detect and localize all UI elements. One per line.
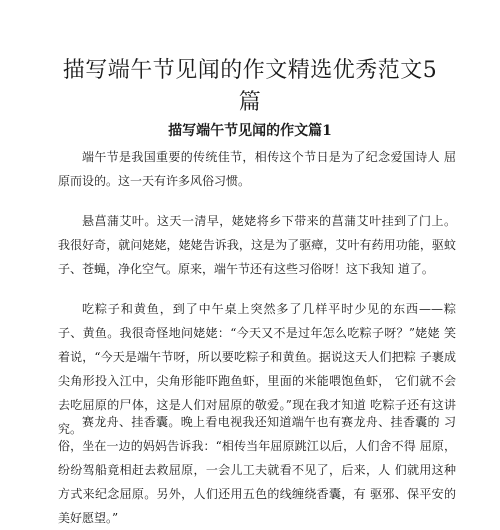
paragraph-calamus-mugwort: 悬菖蒲艾叶。这天一清早，姥姥将乡下带来的菖蒲艾叶挂到了门上。 我很好奇，就问姥姥，姥姥告诉我，这是为了驱瘴，艾叶有药用功能，驱蚊子、苍蝇，净化空气。原来，端午节还有这些习俗呀！这下我知 道了。 [58, 214, 456, 276]
section-subtitle: 描写端午节见闻的作文篇1 [168, 123, 332, 139]
paragraph-dragon-boat-sachet: 赛龙舟、挂香囊。晚上看电视我还知道端午也有赛龙舟、挂香囊的 习俗，坐在一边的妈妈告诉我：“相传当年屈原跳江以后，人们舍不得 屈原，纷纷驾船竟相赶去救屈原，一会儿工夫就看不见了，后来，人 们就用这种方式来纪念屈原。另外，人们还用五色的线缠绕香囊，有 驱邪、保平安的美好愿望。” [58, 415, 456, 525]
paragraph-intro: 端午节是我国重要的传统佳节，相传这个节日是为了纪念爱国诗人 屈原而设的。这一天有许多风俗习惯。 [58, 150, 456, 188]
document-title: 描写端午节见闻的作文精选优秀范文5篇 [62, 58, 438, 115]
paragraph-zongzi-yellow-croaker: 吃粽子和黄鱼，到了中午桌上突然多了几样平时少见的东西——粽 子、黄鱼。我很奇怪地问姥姥：“今天又不是过年怎么吃粽子呀？”姥姥 笑着说，“今天是端午节呀，所以要吃粽子和黄鱼。据说这天人们把粽 子裹成尖角形投入江中，尖角形能吓跑鱼虾，里面的米能喂饱鱼虾， 它们就不会去吃屈原的尸体，这是人们对屈原的敬爱。”现在我才知道 吃粽子还有这讲究。 [58, 302, 456, 436]
